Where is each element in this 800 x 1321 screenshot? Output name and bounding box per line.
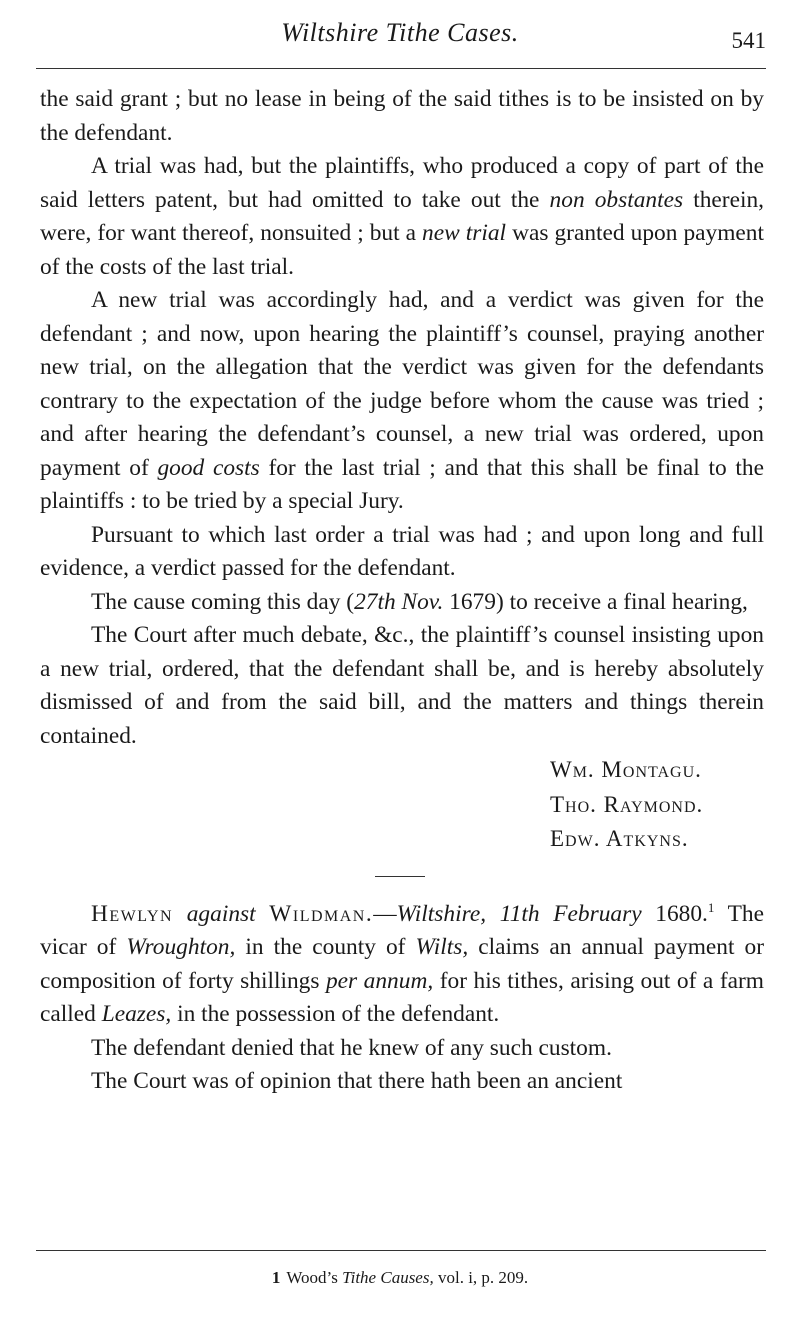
paragraph-3-italic: good costs <box>157 454 260 481</box>
case-2-paragraph-3 <box>40 1065 764 1099</box>
paragraph-4-text: Pursuant to which last order a trial was had ; and upon long and full evidence, a verdict passed for the defendant. <box>40 521 764 581</box>
case-2-text-a: The vicar of <box>40 900 764 960</box>
paragraph-6 <box>40 619 764 753</box>
case-2-county-2: Wilts, <box>415 934 469 960</box>
signature-2: Tho. Raymond. <box>550 791 704 817</box>
signature-3: Edw. Atkyns. <box>550 826 689 851</box>
running-title: Wiltshire Tithe Cases. <box>281 18 519 47</box>
case-2-date: 11th February <box>499 900 642 927</box>
footnote-number: 1 <box>271 1268 281 1287</box>
case-2-farm: Leazes, <box>101 1001 172 1027</box>
paragraph-3-text-b: for the last trial ; and that this shall be final to the plaintiffs : to be tried by a special Jury. <box>40 454 764 514</box>
case-2-paragraph-3-text: The Court was of opinion that there hath been an ancient <box>91 1068 623 1094</box>
case-2-text-b: in the county of <box>235 934 416 960</box>
paragraph-2-italic-2: new trial <box>422 220 507 246</box>
paragraph-5-text-b: 1679) to receive a final hearing, <box>443 588 748 615</box>
signature-1: Wm. Montagu. <box>550 757 702 782</box>
paragraph-2-text-b: therein, were, for want thereof, nonsuited ; but a <box>40 186 764 246</box>
case-2-county: Wiltshire, <box>396 900 487 927</box>
body-text <box>40 83 764 1099</box>
paragraph-2-text-a: A trial was had, but the plaintiffs, who produced a copy of part of the said letters patent, but had omitted to take out the <box>40 153 764 213</box>
section-divider <box>375 876 425 877</box>
paragraph-5-text-a: The cause coming this day ( <box>91 588 355 615</box>
paragraph-2-italic-1: non obstantes <box>549 186 684 213</box>
paragraph-6-text: The Court after much debate, &c., the plaintiff’s counsel insisting upon a new trial, ordered, that the defendant shall be, and is hereby absolutely dismissed of and from the said bill, and the matters and things therein contained. <box>40 622 764 749</box>
case-2-year: 1680. <box>641 900 708 927</box>
case-2-paragraph-2-text: The defendant denied that he knew of any such custom. <box>91 1034 612 1061</box>
paragraph-5 <box>40 586 764 620</box>
header-rule <box>36 68 766 69</box>
paragraph-3 <box>40 284 764 519</box>
paragraph-4 <box>40 519 764 586</box>
footnote <box>0 1268 800 1288</box>
footnote-marker[interactable]: 1 <box>707 899 715 915</box>
paragraph-2 <box>40 150 764 284</box>
case-2-defendant: Wildman. <box>269 900 374 927</box>
footnote-rule <box>36 1250 766 1251</box>
paragraph-3-text-a: A new trial was accordingly had, and a verdict was given for the defendant ; and now, upon hearing the plaintiff’s counsel, praying another new trial, on the allegation that the verdict was given for the defendants contrary to the expectation of the judge before whom the cause was tried ; and after hearing the defendant’s counsel, a new trial was ordered, upon payment of <box>40 287 764 481</box>
signature-block <box>40 753 764 857</box>
case-2-text-c: claims an annual payment or composition of forty shillings <box>40 934 765 994</box>
page-number: 541 <box>731 28 766 53</box>
paragraph-2-text-c: was granted upon payment of the costs of the last trial. <box>40 220 764 280</box>
case-2-paragraph-1 <box>40 898 764 1032</box>
case-2-per-annum: per annum, <box>325 967 434 994</box>
case-2-paragraph-2 <box>40 1032 764 1066</box>
footnote-text-a: Wood’s <box>286 1268 343 1287</box>
paragraph-5-italic: 27th Nov. <box>354 588 444 615</box>
case-2-text-d: for his tithes, arising out of a farm called <box>40 967 764 1027</box>
case-2-dash: — <box>373 900 397 927</box>
case-2-plaintiff: Hewlyn <box>91 900 174 927</box>
case-2-text-e: in the possession of the defendant. <box>171 1001 500 1027</box>
case-2-place: Wroughton, <box>126 934 236 960</box>
page-header <box>0 0 800 72</box>
paragraph-1-text: the said grant ; but no lease in being of the said tithes is to be insisted on by the defendant. <box>40 86 764 146</box>
footnote-text-b: vol. i, p. 209. <box>433 1268 529 1287</box>
footnote-italic: Tithe Causes, <box>342 1268 434 1287</box>
case-2-against: against <box>186 900 256 927</box>
paragraph-1 <box>40 83 764 150</box>
